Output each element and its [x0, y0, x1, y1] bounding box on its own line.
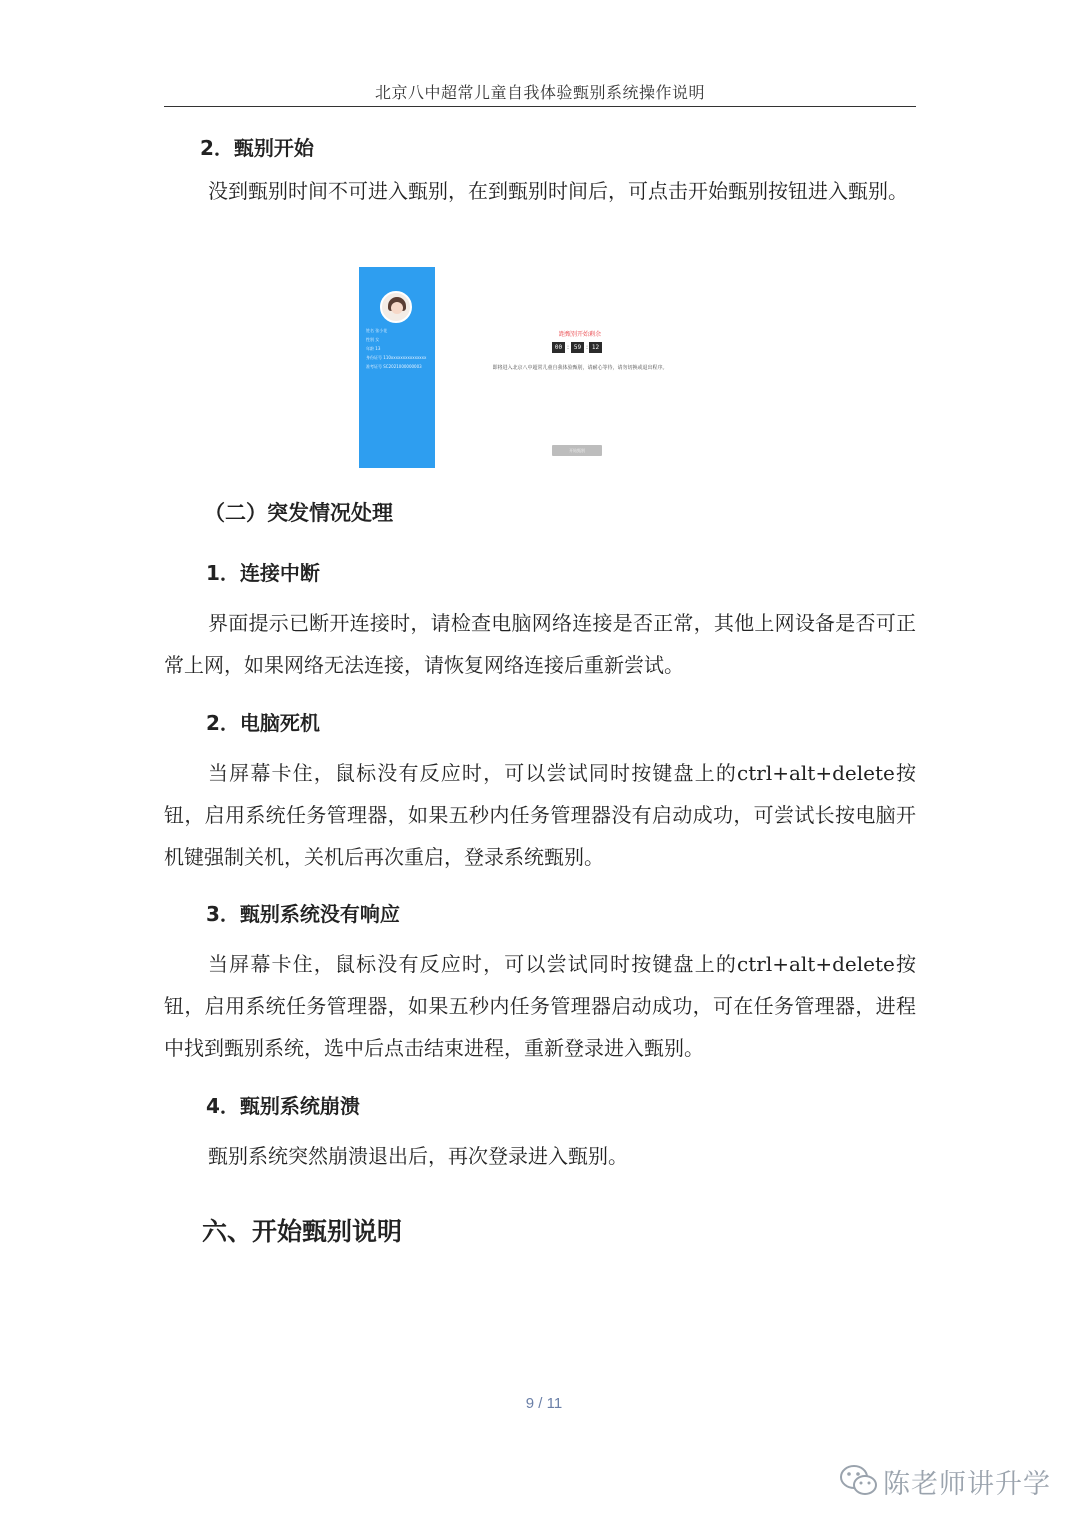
running-header: 北京八中超常儿童自我体验甄别系统操作说明 [374, 83, 705, 102]
profile-row: 年龄 13 [366, 346, 381, 351]
countdown-seconds: 12 [589, 342, 602, 353]
heading-no-response: 3．甄别系统没有响应 [206, 902, 400, 926]
paragraph-disconnect: 界面提示已断开连接时，请检查电脑网络连接是否正常，其他上网设备是否可正常上网，如果网络无法连接，请恢复网络连接后重新尝试。 [164, 611, 916, 677]
paragraph-crash: 甄别系统突然崩溃退出后，再次登录进入甄别。 [208, 1144, 628, 1168]
heading-start: 2．甄别开始 [200, 136, 314, 160]
profile-row: 准考证号 SC2021000000003 [366, 364, 422, 369]
heading-freeze: 2．电脑死机 [206, 711, 320, 735]
countdown-minutes: 59 [571, 342, 584, 353]
profile-row: 性别 女 [366, 337, 380, 342]
heading-crash: 4．甄别系统崩溃 [206, 1094, 360, 1118]
paragraph-freeze: 当屏幕卡住，鼠标没有反应时，可以尝试同时按键盘上的ctrl+alt+delete按钮，启用系统任务管理器，如果五秒内任务管理器没有启动成功，可尝试长按电脑开机键强制关机，关机后再次重启，登录系统甄别。 [164, 761, 916, 869]
watermark-text: 陈老师讲升学 [883, 1469, 1051, 1500]
countdown-separator: : [566, 344, 570, 351]
section-heading-emergency: （二）突发情况处理 [204, 501, 393, 525]
profile-row: 身份证号 110xxxxxxxxxxxxxxx [366, 355, 427, 360]
page-number: 9 / 11 [525, 1395, 563, 1412]
countdown-title: 距甄别开始剩余 [558, 331, 601, 338]
paragraph-start: 没到甄别时间不可进入甄别，在到甄别时间后，可点击开始甄别按钮进入甄别。 [208, 179, 908, 203]
header-rule [164, 106, 916, 107]
profile-row: 姓名 张小花 [366, 328, 388, 333]
chapter-heading-6: 六、开始甄别说明 [202, 1217, 403, 1246]
countdown-hours: 00 [552, 342, 565, 353]
countdown-separator: : [585, 344, 589, 351]
paragraph-no-response: 当屏幕卡住，鼠标没有反应时，可以尝试同时按键盘上的ctrl+alt+delete按钮，启用系统任务管理器，如果五秒内任务管理器启动成功，可在任务管理器，进程中找到甄别系统，选中后点击结束进程，重新登录进入甄别。 [164, 952, 916, 1060]
avatar [380, 291, 412, 323]
heading-disconnect: 1．连接中断 [206, 561, 320, 585]
waiting-notice: 即将进入北京八中超常儿童自我体验甄别，请耐心等待，请勿切换或退出程序。 [492, 365, 668, 371]
start-screening-button[interactable]: 开始甄别 [552, 445, 602, 456]
wechat-icon [838, 1463, 880, 1499]
